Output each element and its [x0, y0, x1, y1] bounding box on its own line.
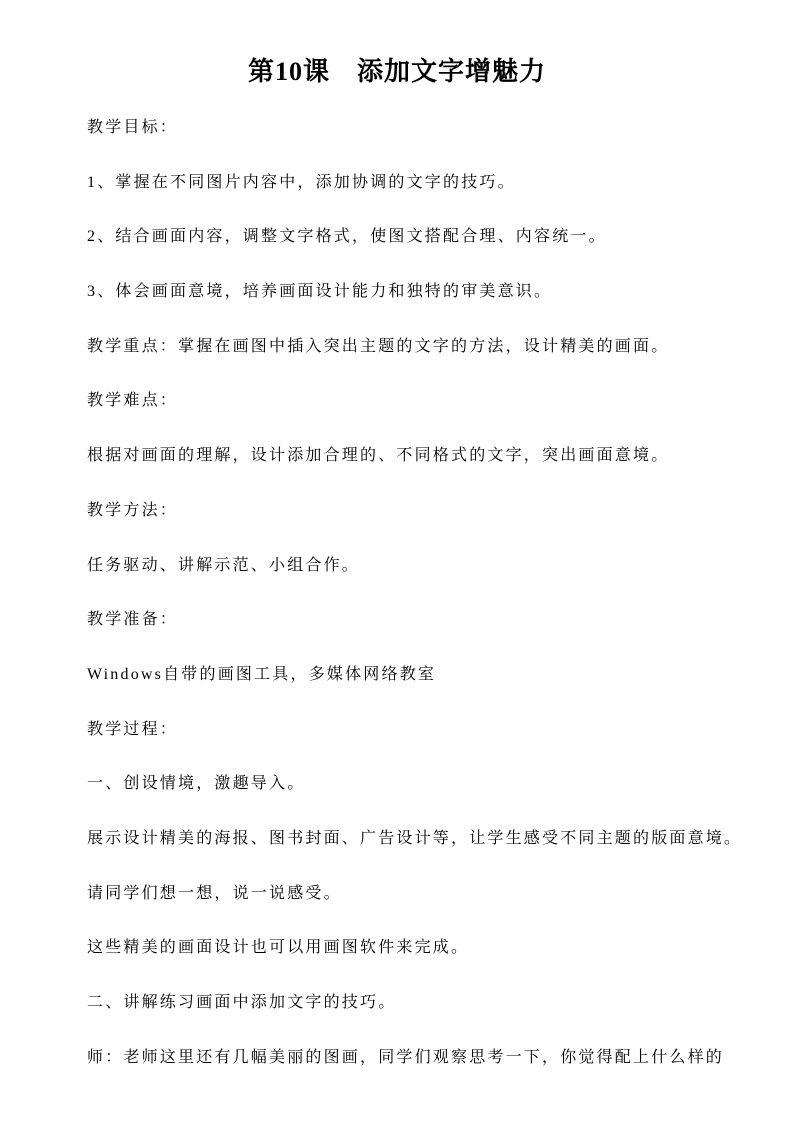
teaching-methods-text: 任务驱动、讲解示范、小组合作。 [87, 556, 361, 574]
document-body [87, 101, 767, 1085]
heading-teaching-difficulties: 教学难点： [87, 392, 179, 410]
teaching-preparation-text: Windows自带的画图工具，多媒体网络教室 [87, 665, 437, 683]
process-paragraph: 师：老师这里还有几幅美丽的图画，同学们观察思考一下，你觉得配上什么样的 [87, 1048, 725, 1066]
teaching-key-points: 教学重点：掌握在画图中插入突出主题的文字的方法，设计精美的画面。 [87, 337, 670, 355]
objective-item-2: 2、结合画面内容，调整文字格式，使图文搭配合理、内容统一。 [87, 228, 607, 246]
heading-teaching-objectives: 教学目标： [87, 119, 179, 136]
heading-teaching-process: 教学过程： [87, 720, 179, 738]
process-paragraph: 展示设计精美的海报、图书封面、广告设计等，让学生感受不同主题的版面意境。 [87, 829, 743, 847]
teaching-difficulties-text: 根据对画面的理解，设计添加合理的、不同格式的文字，突出画面意境。 [87, 447, 670, 465]
process-paragraph: 这些精美的画面设计也可以用画图软件来完成。 [87, 939, 470, 957]
lesson-title: 第10课 添加文字增魅力 [247, 57, 546, 86]
heading-teaching-methods: 教学方法： [87, 501, 179, 519]
process-paragraph: 请同学们想一想，说一说感受。 [87, 884, 342, 902]
process-section-2-heading: 二、讲解练习画面中添加文字的技巧。 [87, 994, 397, 1011]
objective-item-3: 3、体会画面意境，培养画面设计能力和独特的审美意识。 [87, 283, 553, 301]
objective-item-1: 1、掌握在不同图片内容中，添加协调的文字的技巧。 [87, 173, 516, 191]
heading-teaching-preparation: 教学准备： [87, 611, 179, 629]
process-section-1-heading: 一、创设情境，激趣导入。 [87, 775, 306, 793]
